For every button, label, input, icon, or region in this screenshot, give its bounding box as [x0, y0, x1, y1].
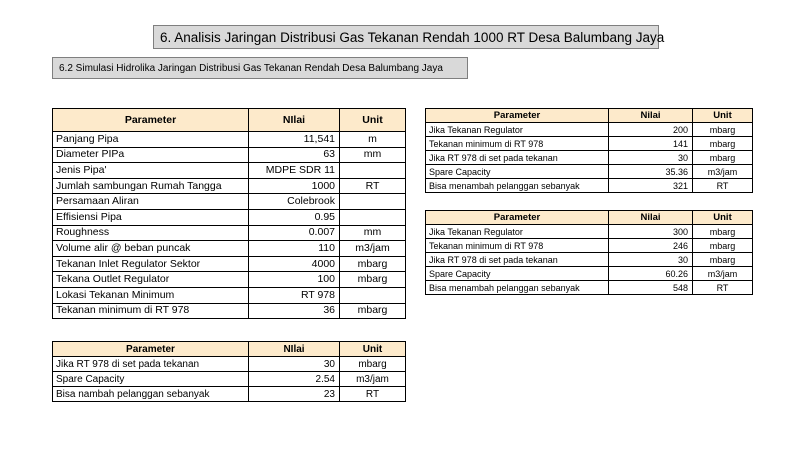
table-row: [426, 165, 753, 179]
table-row: [426, 179, 753, 193]
table-row: [53, 287, 406, 303]
unit-cell: mbarg: [340, 357, 406, 372]
param-cell: Bisa nambah pelanggan sebanyak: [53, 387, 249, 402]
header-nilai: Nilai: [609, 211, 693, 225]
value-cell: 200: [609, 123, 693, 137]
param-cell: Effisiensi Pipa: [53, 209, 249, 225]
value-cell: 4000: [249, 256, 340, 272]
unit-cell: mbarg: [693, 253, 753, 267]
value-cell: 141: [609, 137, 693, 151]
table-row: [426, 239, 753, 253]
value-cell: 0.95: [249, 209, 340, 225]
param-cell: Spare Capacity: [426, 267, 609, 281]
header-nilai: NIlai: [249, 109, 340, 132]
header-unit: Unit: [340, 109, 406, 132]
unit-cell: mbarg: [693, 123, 753, 137]
param-cell: Bisa menambah pelanggan sebanyak: [426, 281, 609, 295]
unit-cell: m: [340, 132, 406, 148]
unit-cell: [340, 209, 406, 225]
unit-cell: mbarg: [693, 225, 753, 239]
param-cell: Jika RT 978 di set pada tekanan: [53, 357, 249, 372]
value-cell: 60.26: [609, 267, 693, 281]
value-cell: 246: [609, 239, 693, 253]
value-cell: 548: [609, 281, 693, 295]
table-row: [53, 132, 406, 148]
header-parameter: Parameter: [426, 109, 609, 123]
param-cell: Lokasi Tekanan Minimum: [53, 287, 249, 303]
param-cell: Tekanan Inlet Regulator Sektor: [53, 256, 249, 272]
param-cell: Jenis Pipa': [53, 163, 249, 179]
table-row: [53, 303, 406, 319]
unit-cell: RT: [340, 178, 406, 194]
unit-cell: [340, 287, 406, 303]
unit-cell: [340, 194, 406, 210]
value-cell: 0.007: [249, 225, 340, 241]
table-row: [426, 225, 753, 239]
value-cell: MDPE SDR 11: [249, 163, 340, 179]
value-cell: 36: [249, 303, 340, 319]
value-cell: 35.36: [609, 165, 693, 179]
param-cell: Bisa menambah pelanggan sebanyak: [426, 179, 609, 193]
param-cell: Jika Tekanan Regulator: [426, 225, 609, 239]
table-row: [53, 256, 406, 272]
value-cell: Colebrook: [249, 194, 340, 210]
regulator-300-table: [425, 210, 753, 295]
parameter-table: [52, 108, 406, 319]
unit-cell: mbarg: [693, 151, 753, 165]
value-cell: RT 978: [249, 287, 340, 303]
table-row: [426, 137, 753, 151]
table-row: [426, 123, 753, 137]
table-row: [53, 225, 406, 241]
table-row: [53, 241, 406, 257]
table-row: [53, 272, 406, 288]
unit-cell: m3/jam: [340, 241, 406, 257]
unit-cell: mm: [340, 225, 406, 241]
value-cell: 11,541: [249, 132, 340, 148]
table-header-row: [426, 211, 753, 225]
table-row: [53, 178, 406, 194]
table-row: [426, 151, 753, 165]
unit-cell: mbarg: [340, 303, 406, 319]
value-cell: 63: [249, 147, 340, 163]
unit-cell: mbarg: [340, 272, 406, 288]
table-row: [53, 372, 406, 387]
value-cell: 30: [609, 253, 693, 267]
table-row: [426, 253, 753, 267]
unit-cell: RT: [693, 179, 753, 193]
param-cell: Jika RT 978 di set pada tekanan: [426, 151, 609, 165]
param-cell: Jika Tekanan Regulator: [426, 123, 609, 137]
slide-title: 6. Analisis Jaringan Distribusi Gas Tekanan Rendah 1000 RT Desa Balumbang Jaya: [153, 25, 659, 49]
table-row: [53, 357, 406, 372]
table-row: [53, 147, 406, 163]
table-row: [53, 209, 406, 225]
table-row: [53, 163, 406, 179]
value-cell: 1000: [249, 178, 340, 194]
table-row: [426, 267, 753, 281]
table-header-row: [53, 109, 406, 132]
param-cell: Jumlah sambungan Rumah Tangga: [53, 178, 249, 194]
header-parameter: Parameter: [53, 342, 249, 357]
unit-cell: mm: [340, 147, 406, 163]
unit-cell: m3/jam: [340, 372, 406, 387]
value-cell: 321: [609, 179, 693, 193]
unit-cell: RT: [693, 281, 753, 295]
table-row: [53, 194, 406, 210]
value-cell: 110: [249, 241, 340, 257]
param-cell: Panjang Pipa: [53, 132, 249, 148]
section-subtitle: 6.2 Simulasi Hidrolika Jaringan Distribusi Gas Tekanan Rendah Desa Balumbang Jaya: [52, 57, 468, 79]
table-row: [426, 281, 753, 295]
header-nilai: Nilai: [609, 109, 693, 123]
header-unit: Unit: [693, 109, 753, 123]
unit-cell: mbarg: [340, 256, 406, 272]
table-header-row: [53, 342, 406, 357]
value-cell: 300: [609, 225, 693, 239]
value-cell: 30: [609, 151, 693, 165]
param-cell: Spare Capacity: [426, 165, 609, 179]
param-cell: Jika RT 978 di set pada tekanan: [426, 253, 609, 267]
header-unit: Unit: [693, 211, 753, 225]
header-parameter: Parameter: [426, 211, 609, 225]
header-nilai: NIlai: [249, 342, 340, 357]
param-cell: Spare Capacity: [53, 372, 249, 387]
param-cell: Tekanan minimum di RT 978: [426, 137, 609, 151]
unit-cell: [340, 163, 406, 179]
param-cell: Diameter PIPa: [53, 147, 249, 163]
regulator-200-table: [425, 108, 753, 193]
spare-capacity-table: [52, 341, 406, 402]
unit-cell: mbarg: [693, 239, 753, 253]
unit-cell: RT: [340, 387, 406, 402]
param-cell: Tekana Outlet Regulator: [53, 272, 249, 288]
unit-cell: m3/jam: [693, 165, 753, 179]
param-cell: Tekanan minimum di RT 978: [426, 239, 609, 253]
value-cell: 23: [249, 387, 340, 402]
value-cell: 100: [249, 272, 340, 288]
param-cell: Roughness: [53, 225, 249, 241]
header-parameter: Parameter: [53, 109, 249, 132]
unit-cell: mbarg: [693, 137, 753, 151]
table-header-row: [426, 109, 753, 123]
param-cell: Volume alir @ beban puncak: [53, 241, 249, 257]
value-cell: 30: [249, 357, 340, 372]
unit-cell: m3/jam: [693, 267, 753, 281]
value-cell: 2.54: [249, 372, 340, 387]
param-cell: Tekanan minimum di RT 978: [53, 303, 249, 319]
table-row: [53, 387, 406, 402]
param-cell: Persamaan Aliran: [53, 194, 249, 210]
header-unit: Unit: [340, 342, 406, 357]
